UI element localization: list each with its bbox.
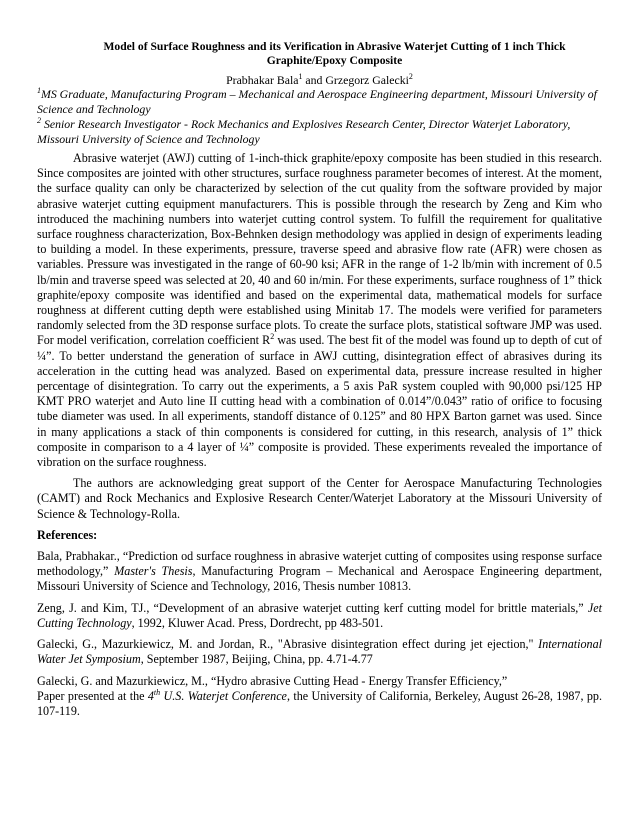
affiliation-1 [37,87,602,117]
affiliation-2-text: Senior Research Investigator - Rock Mechanics and Explosives Research Center, Director Waterjet Laboratory, Missouri University of Science and Technology [37,117,571,146]
affiliation-2 [37,117,602,147]
references-heading: References: [37,527,98,542]
reference-4-title: Galecki, G. and Mazurkiewicz, M., “Hydro abrasive Cutting Head - Energy Transfer Efficiency,” [37,673,508,688]
reference-2-details: , 1992, Kluwer Acad. Press, Dordrecht, pp 483-501. [131,615,384,630]
affiliation-1-sup: 1 [37,86,41,96]
author-2-sup: 2 [408,72,413,82]
author-conjunction: and [302,73,326,87]
reference-4-source-ordinal: 4 [147,688,154,703]
reference-1-details: , Manufacturing Program – Mechanical and Aerospace Engineering department, Missouri University of Science and Technology, 2016, Thesis number 10813. [37,564,603,594]
reference-3-source: International Water Jet Symposium [37,637,602,667]
affiliation-1-text: MS Graduate, Manufacturing Program – Mechanical and Aerospace Engineering department, Missouri University of Science and Technology [37,87,597,116]
abstract-paragraph [37,151,602,470]
reference-2 [37,601,602,631]
reference-1 [37,549,602,595]
reference-4-details: , the University of California, Berkeley, August 26-28, 1987, pp. 107-119. [37,688,602,718]
paper-title: Model of Surface Roughness and its Verification in Abrasive Waterjet Cutting of 1 inch Thick Graphite/Epoxy Composite [103,40,566,67]
author-1-sup: 1 [298,72,303,82]
reference-4 [37,674,602,720]
reference-3-details: , September 1987, Beijing, China, pp. 4.71-4.77 [140,652,373,667]
reference-2-text: Zeng, J. and Kim, TJ., “Development of an abrasive waterjet cutting kerf cutting model for brittle materials,” [37,600,588,615]
reference-4-pre: Paper presented at the [37,688,148,703]
reference-1-source: Master's Thesis [114,564,193,579]
reference-4-source-name: U.S. Waterjet Conference [160,688,287,703]
abstract-text-part1: Abrasive waterjet (AWJ) cutting of 1-inch-thick graphite/epoxy composite has been studied in this research. Since composites are jointed with other structures, surface roughness parameter becomes of interest. At the moment, the surface quality can only be characterized by selection of the cut quality from the software provided by major abrasive waterjet cutting equipment manufacturers. This is possible through the research by Zeng and Kim who introduced the machining numbers into waterjet cutting control system. To fulfill the requirement for qualitative surface roughness characterization, Box-Behnken design methodology was applied in design of experiments leading to building a model. In these experiments, pressure, traverse speed and abrasive flow rate (AFR) were chosen as variables. Pressure was investigated in the range of 60-90 ksi; AFR in the range of 1-2 lb/min with increment of 0.5 lb/min and traverse speed was selected at 20, 40 and 60 in/min. For these experiments, surface roughness of 1” thick graphite/epoxy composite was identified and based on the experimental data, mathematical models for surface roughness at different cutting depth were established using Minitab 17. The models were verified for parameters randomly selected from the 3D response surface plots. To create the surface plots, statistical software JMP was used. For model verification, correlation coefficient R [37,151,602,348]
acknowledgement-paragraph: The authors are acknowledging great support of the Center for Aerospace Manufacturing Technologies (CAMT) and Rock Mechanics and Explosive Research Center/Waterjet Laboratory at the Missouri University of Science & Technology-Rolla. [37,476,602,521]
reference-3-text: Galecki, G., Mazurkiewicz, M. and Jordan, R., "Abrasive disintegration effect during jet ejection," [37,637,539,652]
author-2: Grzegorz Galecki [325,73,409,87]
reference-1-text: Bala, Prabhakar., “Prediction od surface roughness in abrasive waterjet cutting of composites using response surface methodology,” [37,549,602,579]
abstract-text-part2: was used. The best fit of the model was found up to depth of cut of ¼”. To better understand the generation of surface in AWJ cutting, disintegration effect of abrasives during its acceleration in the cutting head was analyzed. Based on experimental data, pressure increase resulted in higher percentage of disintegration. To carry out the experiments, a 5 axis PaR system coupled with 90,000 psi/125 HP KMT PRO waterjet and Auto line II cutting head with a combination of 0.014”/0.043” ratio of orifice to focusing tube diameter was used. In all experiments, standoff distance of 0.125” and 80 HPX Barton garnet was used. Since in many applications a stack of thin components is considered for cutting, in this research, analysis of 1” thick composite in comparison to a 4 layer of ¼” composite is provided. These experiments revealed the importance of vibration on the surface roughness. [37,333,602,470]
affiliation-2-sup: 2 [37,116,41,126]
reference-2-source: Jet Cutting Technology [37,600,602,630]
reference-3 [37,637,602,667]
reference-4-source-sup: th [153,687,161,697]
r-squared-sup: 2 [270,332,275,342]
author-line [37,73,602,87]
author-1: Prabhakar Bala [226,73,299,87]
reference-4-source [148,689,287,703]
